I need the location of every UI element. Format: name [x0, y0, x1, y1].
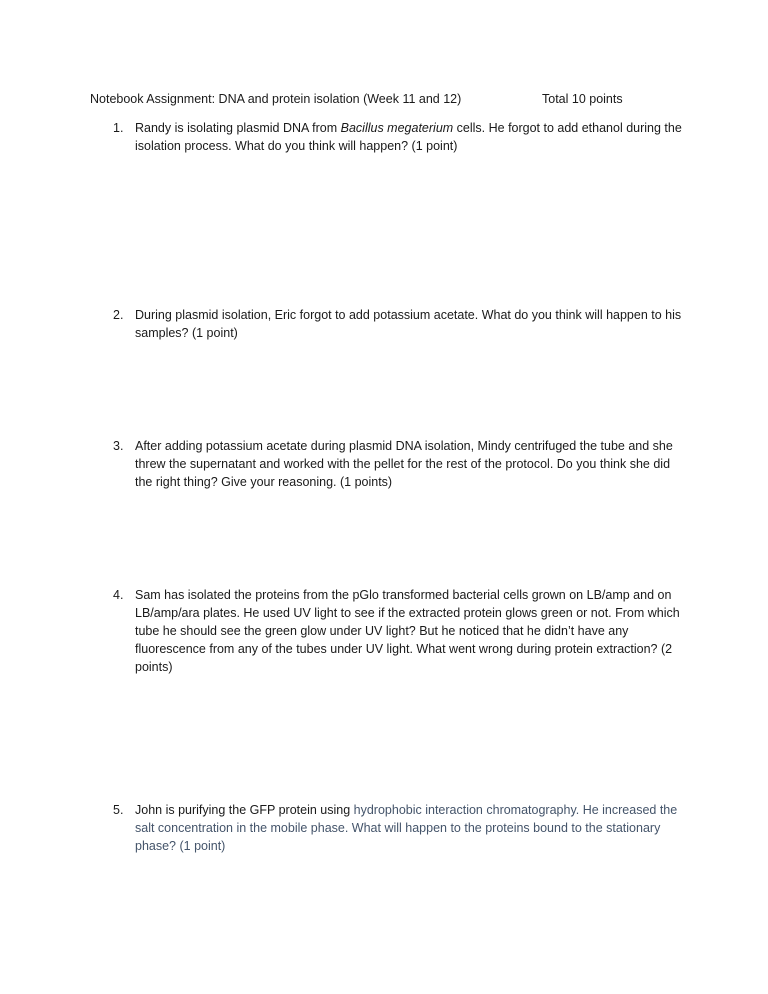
question-text [135, 119, 683, 155]
question-text [135, 801, 683, 855]
question-number: 2. [113, 308, 124, 322]
question-text: During plasmid isolation, Eric forgot to add potassium acetate. What do you think will happen to his samples? (1 point) [135, 308, 682, 340]
question-3 [113, 437, 683, 491]
question-number: 1. [113, 121, 124, 135]
question-text-part: John is purifying the GFP protein using [135, 803, 354, 817]
question-text: After adding potassium acetate during plasmid DNA isolation, Mindy centrifuged the tube and she threw the supernatant and worked with the pellet for the rest of the protocol. Do you think she did the right thing? Give your reasoning. (1 points) [135, 439, 673, 489]
question-text: Sam has isolated the proteins from the pGlo transformed bacterial cells grown on LB/amp and on LB/amp/ara plates. He used UV light to see if the extracted protein glows green or not. From which tube he should see the green glow under UV light? But he noticed that he didn’t have any fluorescence from any of the tubes under UV light. What went wrong during protein extraction? (2 points) [135, 588, 680, 674]
question-1 [113, 119, 683, 155]
species-name: Bacillus megaterium [340, 121, 454, 135]
question-number: 5. [113, 803, 124, 817]
question-2 [113, 306, 683, 342]
assignment-title: Notebook Assignment: DNA and protein isolation (Week 11 and 12) [90, 92, 462, 106]
assignment-header [90, 91, 650, 108]
question-text-part: cells. He forgot to add ethanol during the isolation process. What do you think will happen? (1 point) [135, 121, 682, 153]
total-points: Total 10 points [542, 92, 623, 106]
question-text-part-muted: hydrophobic interaction chromatography. He increased the salt concentration in the mobile phase. What will happen to the proteins bound to the stationary phase? (1 point) [135, 803, 678, 853]
question-text-part: Randy is isolating plasmid DNA from [135, 121, 341, 135]
question-number: 4. [113, 588, 124, 602]
question-4 [113, 586, 683, 676]
question-5 [113, 801, 683, 855]
question-number: 3. [113, 439, 124, 453]
